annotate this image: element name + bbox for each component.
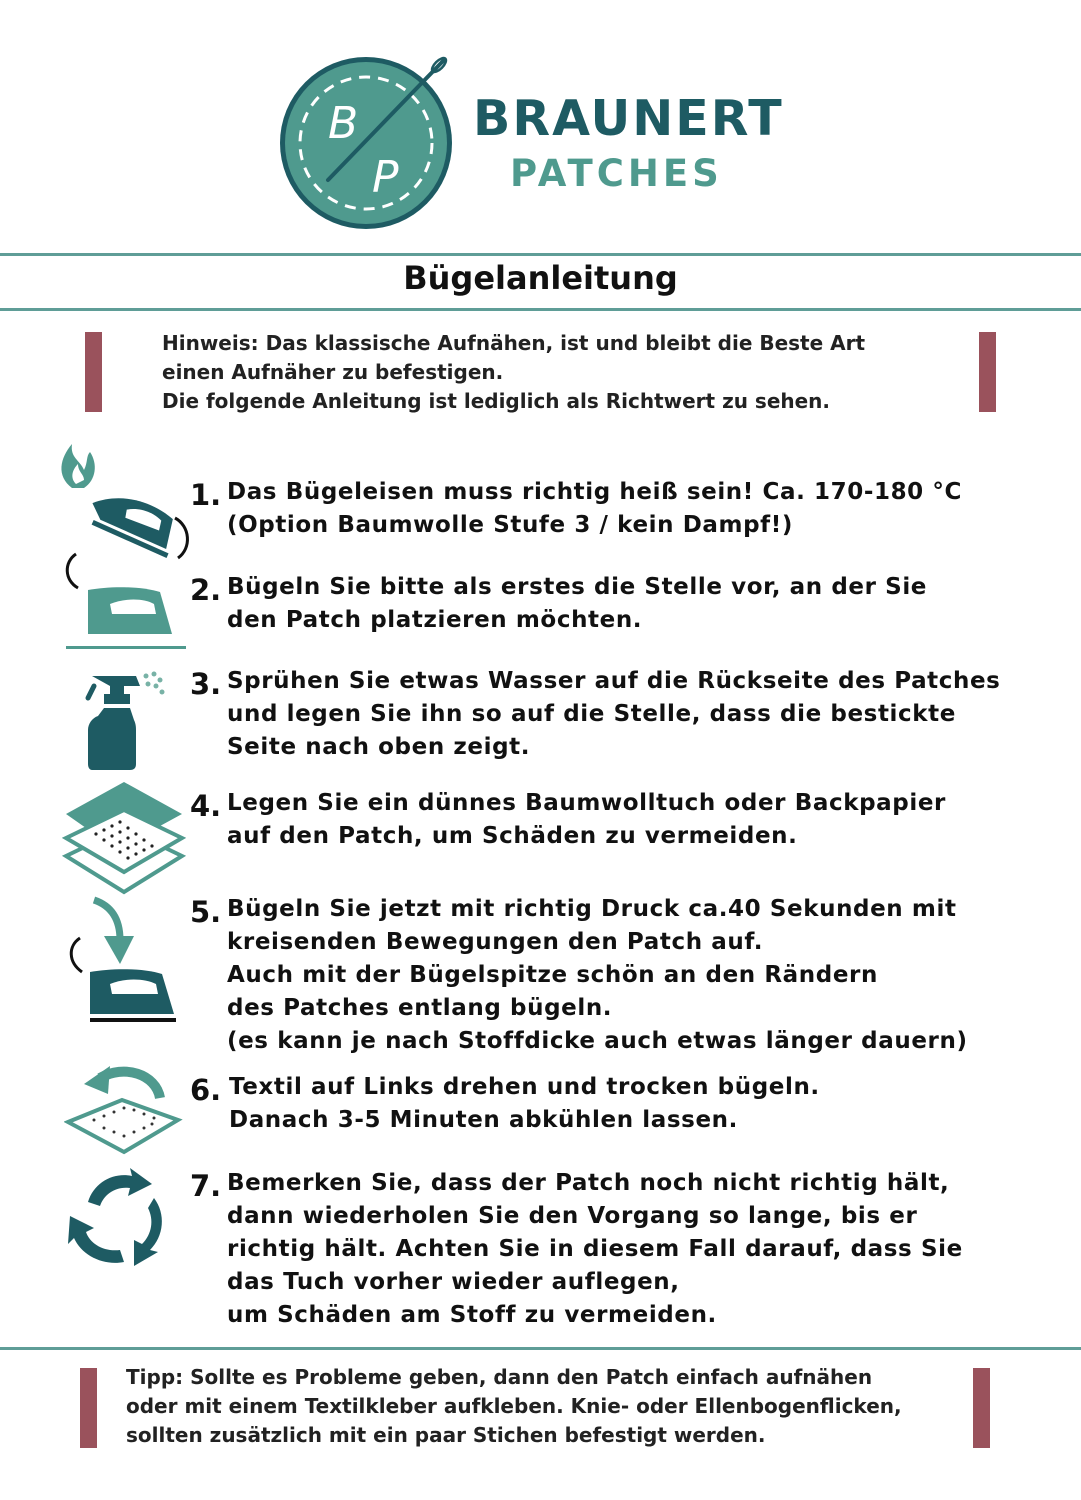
step-2-text [227,571,927,637]
step-5-line-4: des Patches entlang bügeln. [227,995,613,1021]
note-right-bar [979,332,996,412]
step-4-text [227,787,946,853]
step-4-number: 4. [190,789,222,823]
page-title: Bügelanleitung [403,259,678,297]
step-5-line-5: (es kann je nach Stoffdicke auch etwas länger dauern) [227,1028,968,1054]
iron-down-arrow-icon [64,896,184,1026]
step-7-number: 7. [190,1169,222,1203]
note-line-3: Die folgende Anleitung ist lediglich als Richtwert zu sehen. [162,389,831,413]
step-5-number: 5. [190,895,222,929]
step-2-number: 2. [190,573,222,607]
note-box [162,329,962,416]
tip-line-1: Tipp: Sollte es Probleme geben, dann den Patch einfach aufnähen [126,1365,873,1389]
step-5-line-1: Bügeln Sie jetzt mit richtig Druck ca.40 Sekunden mit [227,896,957,922]
tip-left-bar [80,1368,97,1448]
step-3-text [227,665,1000,764]
step-6-line-2: Danach 3-5 Minuten abkühlen lassen. [229,1107,738,1133]
step-6-number: 6. [190,1073,222,1107]
step-2-line-1: Bügeln Sie bitte als erstes die Stelle vor, an der Sie [227,574,928,600]
step-7-line-2: dann wiederholen Sie den Vorgang so lange, bis er [227,1203,918,1229]
step-1-number: 1. [190,478,222,512]
step-3-line-1: Sprühen Sie etwas Wasser auf die Rückseite des Patches [227,668,1001,694]
step-3-line-2: und legen Sie ihn so auf die Stelle, dass die bestickte [227,701,956,727]
brand-name: BRAUNERT [473,90,784,147]
step-5-text [227,893,968,1058]
note-left-bar [85,332,102,412]
note-line-2: einen Aufnäher zu befestigen. [162,360,504,384]
step-3-number: 3. [190,667,222,701]
tip-box [126,1363,966,1450]
step-4-line-1: Legen Sie ein dünnes Baumwolltuch oder Backpapier [227,790,946,816]
logo-letter-b: B [328,98,359,149]
step-3-line-3: Seite nach oben zeigt. [227,734,531,760]
step-1-line-2: (Option Baumwolle Stufe 3 / kein Dampf!) [227,512,793,538]
step-7-line-4: das Tuch vorher wieder auflegen, [227,1269,680,1295]
note-line-1 [162,329,962,358]
title-rule [0,308,1081,311]
logo-letter-p: P [372,152,399,203]
note-text-1: Das klassische Aufnähen, ist und bleibt die Beste Art [265,331,866,355]
spray-bottle-icon [84,668,168,772]
step-6-text [229,1071,820,1137]
step-1-line-1: Das Bügeleisen muss richtig heiß sein! Ca. 170-180 °C [227,479,962,505]
brand-logo-icon [276,52,461,234]
step-1-text [227,476,962,542]
step-6-line-1: Textil auf Links drehen und trocken bügeln. [229,1074,820,1100]
step-7-line-1: Bemerken Sie, dass der Patch noch nicht richtig hält, [227,1170,950,1196]
top-rule [0,253,1081,256]
tip-line-2: oder mit einem Textilkleber aufkleben. Knie- oder Ellenbogenflicken, [126,1394,902,1418]
step-7-line-3: richtig hält. Achten Sie in diesem Fall darauf, dass Sie [227,1236,963,1262]
tip-rule [0,1347,1081,1350]
step-7-text [227,1167,963,1332]
step-5-line-3: Auch mit der Bügelspitze schön an den Rändern [227,962,878,988]
iron-press-icon [60,550,190,654]
tip-right-bar [973,1368,990,1448]
tip-line-3: sollten zusätzlich mit ein paar Stichen befestigt werden. [126,1423,766,1447]
step-4-line-2: auf den Patch, um Schäden zu vermeiden. [227,823,798,849]
step-5-line-2: kreisenden Bewegungen den Patch auf. [227,929,764,955]
note-label: Hinweis: [162,331,259,355]
cloth-layers-icon [62,778,186,898]
step-2-line-2: den Patch platzieren möchten. [227,607,643,633]
brand-subtitle: PATCHES [510,152,723,195]
step-7-line-5: um Schäden am Stoff zu vermeiden. [227,1302,717,1328]
flip-fabric-icon [64,1062,184,1158]
hot-iron-flame-icon [50,440,195,565]
repeat-cycle-icon [68,1168,168,1270]
